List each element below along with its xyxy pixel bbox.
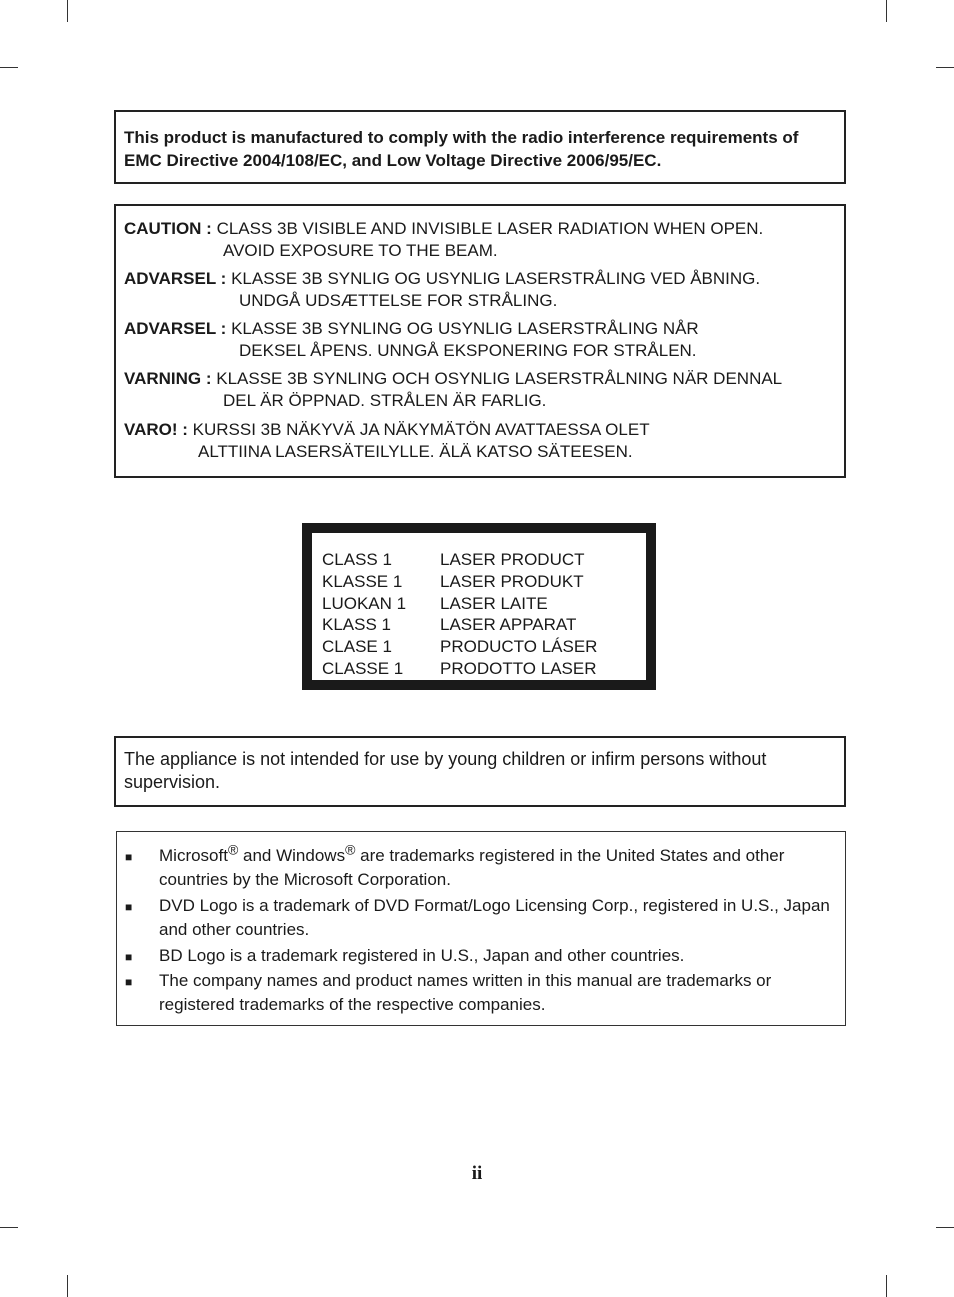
warning-line: AVOID EXPOSURE TO THE BEAM. [223, 241, 498, 260]
warning-varo [124, 419, 650, 461]
laser-warning-box [114, 204, 846, 478]
trademark-text-part: Microsoft [159, 846, 228, 865]
registered-mark: ® [345, 841, 356, 858]
trademark-text-part: are trademarks registered in the United States and other countries by the Microsoft Corporation. [159, 846, 785, 889]
trademarks-box [116, 831, 846, 1026]
crop-mark [67, 0, 68, 22]
page-number: ii [471, 1163, 483, 1184]
crop-mark [886, 1275, 887, 1297]
warning-label: ADVARSEL : [124, 269, 227, 288]
bullet-icon: ■ [125, 850, 133, 864]
product-name: LASER PRODUCT [440, 550, 585, 569]
warning-advarsel-da [124, 268, 761, 310]
compliance-notice-box [114, 110, 846, 184]
warning-caution [124, 218, 764, 260]
bullet-icon: ■ [125, 975, 133, 989]
trademark-text: The company names and product names written in this manual are trademarks or registered trademarks of the respective companies. [159, 971, 772, 1014]
crop-mark [0, 67, 18, 68]
bullet-icon: ■ [125, 950, 133, 964]
product-name: LASER LAITE [440, 594, 548, 613]
product-name: PRODOTTO LASER [440, 659, 597, 678]
registered-mark: ® [227, 841, 239, 858]
crop-mark [936, 67, 954, 68]
class-name: CLASS 1 [322, 550, 392, 569]
warning-label: VARO! : [124, 420, 188, 439]
warning-line: DEL ÄR ÖPPNAD. STRÅLEN ÄR FARLIG. [223, 391, 547, 410]
crop-mark [886, 0, 887, 22]
trademark-text [159, 841, 839, 892]
bullet-icon: ■ [125, 900, 133, 914]
warning-line: KLASSE 3B SYNLING OG USYNLIG LASERSTRÅLING NÅR [231, 319, 699, 338]
class-name: KLASS 1 [322, 615, 391, 634]
warning-line: DEKSEL ÅPENS. UNNGÅ EKSPONERING FOR STRÅLEN. [239, 341, 697, 360]
product-name: LASER PRODUKT [440, 572, 584, 591]
laser-class-label [302, 523, 656, 690]
crop-mark [0, 1227, 18, 1228]
warning-line: KLASSE 3B SYNLIG OG USYNLIG LASERSTRÅLING VED ÅBNING. [231, 269, 761, 288]
appliance-notice-box [114, 736, 846, 807]
warning-advarsel-no [124, 318, 699, 360]
appliance-notice-text: The appliance is not intended for use by young children or infirm persons without supervision. [124, 749, 767, 792]
trademark-text-part: and Windows [238, 846, 346, 865]
crop-mark [936, 1227, 954, 1228]
product-name: PRODUCTO LÁSER [440, 637, 598, 656]
warning-line: KLASSE 3B SYNLING OCH OSYNLIG LASERSTRÅLNING NÄR DENNAL [216, 369, 783, 388]
warning-line: CLASS 3B VISIBLE AND INVISIBLE LASER RADIATION WHEN OPEN. [216, 219, 764, 238]
warning-line: ALTTIINA LASERSÄTEILYLLE. ÄLÄ KATSO SÄTEESEN. [198, 442, 633, 461]
crop-mark [67, 1275, 68, 1297]
warning-label: CAUTION : [124, 219, 212, 238]
warning-varning [124, 368, 783, 410]
trademark-text: BD Logo is a trademark registered in U.S., Japan and other countries. [159, 946, 685, 965]
class-name: LUOKAN 1 [322, 594, 407, 613]
class-name: CLASSE 1 [322, 659, 404, 678]
warning-line: UNDGÅ UDSÆTTELSE FOR STRÅLING. [239, 291, 558, 310]
trademark-text: DVD Logo is a trademark of DVD Format/Logo Licensing Corp., registered in U.S., Japan and other countries. [159, 896, 830, 939]
product-name: LASER APPARAT [440, 615, 577, 634]
warning-label: ADVARSEL : [124, 319, 227, 338]
warning-line: KURSSI 3B NÄKYVÄ JA NÄKYMÄTÖN AVATTAESSA OLET [192, 420, 650, 439]
class-name: CLASE 1 [322, 637, 392, 656]
compliance-notice-text: This product is manufactured to comply with the radio interference requirements of EMC Directive 2004/108/EC, and Low Voltage Directive 2006/95/EC. [124, 128, 799, 170]
class-name: KLASSE 1 [322, 572, 403, 591]
warning-label: VARNING : [124, 369, 212, 388]
